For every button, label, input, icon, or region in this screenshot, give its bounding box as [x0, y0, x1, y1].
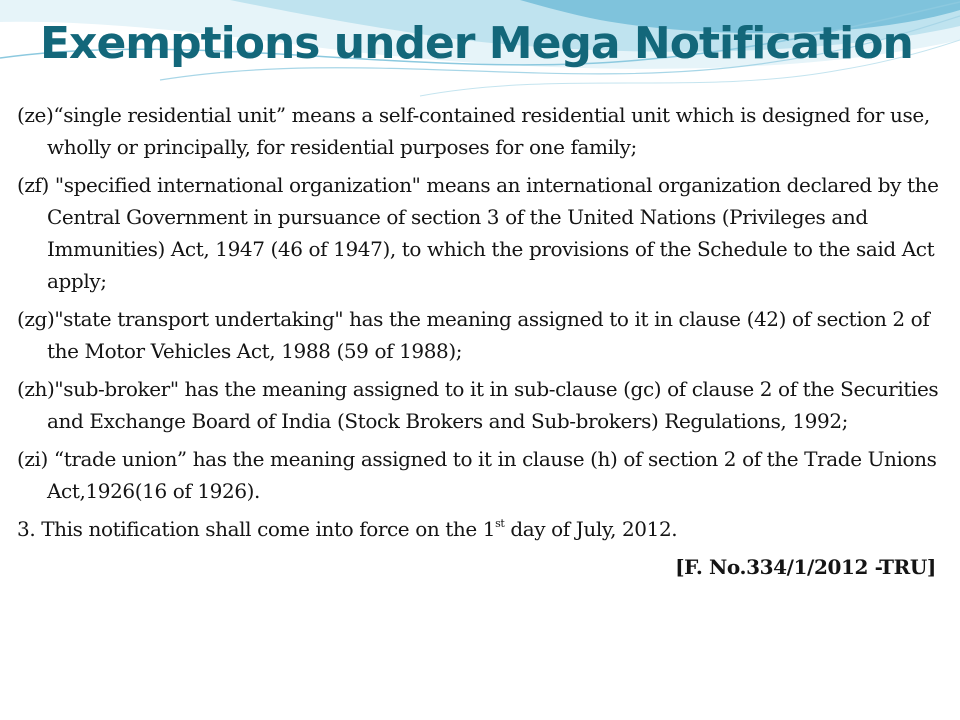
slide-body — [17, 99, 942, 583]
commencement-text-before: 3. This notification shall come into force on the 1 — [17, 517, 496, 541]
clause-ze: (ze)“single residential unit” means a self-contained residential unit which is designed for use, wholly or principally, for residential purposes for one family; — [17, 103, 930, 159]
clause-zg: (zg)"state transport undertaking" has the meaning assigned to it in clause (42) of section 2 of the Motor Vehicles Act, 1988 (59 of 1988); — [17, 307, 930, 363]
slide-title: Exemptions under Mega Notification — [40, 18, 913, 69]
commencement-clause — [17, 513, 942, 545]
clause-zi: (zi) “trade union” has the meaning assigned to it in clause (h) of section 2 of the Trade Unions Act,1926(16 of 1926). — [17, 447, 937, 503]
clause-zh: (zh)"sub-broker" has the meaning assigned to it in sub-clause (gc) of clause 2 of the Securities and Exchange Board of India (Stock Brokers and Sub-brokers) Regulations, 1992; — [17, 377, 939, 433]
clause-zf: (zf) "specified international organization" means an international organization declared by the Central Government in pursuance of section 3 of the United Nations (Privileges and Immunities) Act, 1947 (46 of 1947), to which the provisions of the Schedule to the said Act apply; — [17, 173, 939, 293]
commencement-text-after: day of July, 2012. — [504, 517, 678, 541]
file-reference: [F. No.334/1/2012 -TRU] — [675, 555, 936, 579]
ordinal-suffix: st — [495, 517, 505, 530]
